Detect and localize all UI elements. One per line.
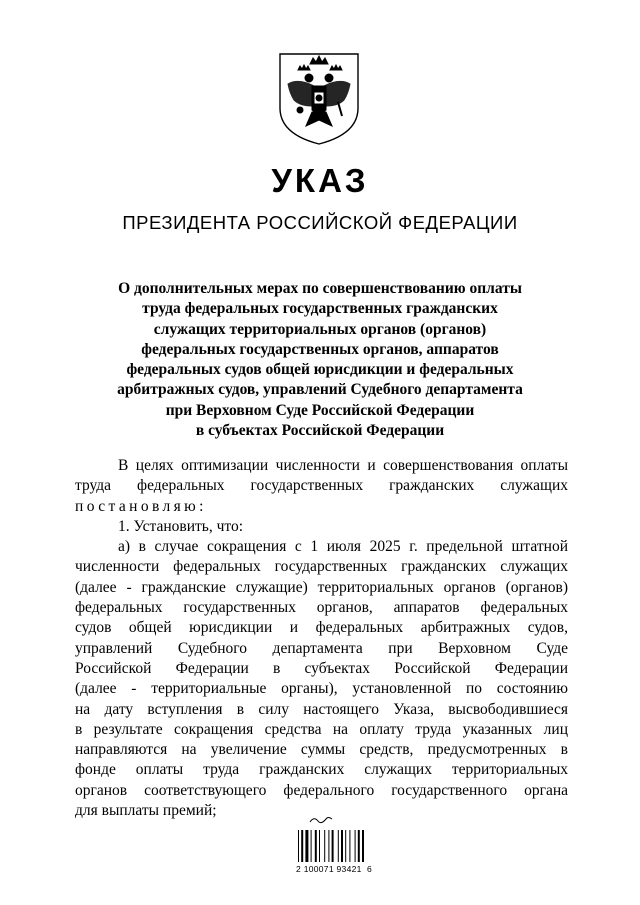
body-line: 1. Установить, что: [118, 517, 244, 535]
heading-line: труда федеральных государственных гражданских [142, 300, 498, 318]
barcode-bar [345, 830, 346, 862]
body-line: (далее - гражданские служащие) территориальных органов (органов) [75, 578, 568, 596]
barcode-bars [298, 830, 364, 862]
decree-issuer: ПРЕЗИДЕНТА РОССИЙСКОЙ ФЕДЕРАЦИИ [122, 212, 518, 233]
barcode-bar [362, 830, 364, 862]
decree-heading [60, 279, 580, 441]
barcode-bar [332, 830, 334, 862]
body-line: на дату вступления в силу настоящего Указа, высвободившиеся [75, 700, 568, 718]
barcode-bar [324, 830, 325, 862]
barcode-bar [298, 830, 299, 862]
body-line: в результате сокращения средства на оплату труда указанных лиц [75, 720, 568, 738]
heading-line: О дополнительных мерах по совершенствованию оплаты [118, 280, 522, 297]
body-line: Российской Федерации в субъектах Российской Федерации [75, 659, 568, 677]
barcode-number: 2 100071 93421 6 [296, 864, 373, 874]
barcode-bar [311, 830, 312, 862]
heading-line: федеральных судов общей юрисдикции и федеральных [126, 361, 514, 379]
barcode-bar [328, 830, 329, 862]
body-line: труда федеральных государственных гражданских служащих [75, 477, 568, 495]
barcode-bar [301, 830, 303, 862]
body-line: фонде оплаты труда гражданских служащих территориальных [75, 761, 568, 779]
body-line: органов соответствующего федерального государственного органа [75, 781, 568, 799]
barcode-graphic [296, 816, 382, 864]
body-line: федеральных государственных органов, аппаратов федеральных [75, 599, 568, 617]
body-line-postanovlyayu: постановляю: [75, 497, 207, 515]
handwritten-mark [310, 818, 332, 823]
heading-line: в субъектах Российской Федерации [195, 422, 445, 440]
coat-of-arms-emblem [276, 50, 362, 146]
decree-body [75, 456, 568, 821]
body-line: В целях оптимизации численности и совершенствования оплаты [118, 457, 568, 474]
heading-line: при Верховном Суде Российской Федерации [165, 401, 475, 419]
body-line: для выплаты премий; [75, 802, 217, 820]
body-line: (далее - территориальные органы), установленной по состоянию [75, 680, 568, 698]
body-line: судов общей юрисдикции и федеральных арбитражных судов, [75, 619, 568, 637]
barcode-bar [319, 830, 320, 862]
decree-title: УКАЗ [271, 162, 369, 199]
body-line: управлений Судебного департамента при Верховном Суде [75, 639, 568, 657]
barcode-bar [358, 830, 360, 862]
barcode-bar [349, 830, 350, 862]
barcode-bar [305, 830, 308, 862]
barcode-bar [315, 830, 317, 862]
body-line: численности федеральных государственных гражданских служащих [75, 558, 568, 576]
heading-line: федеральных государственных органов, аппаратов [141, 340, 499, 358]
body-line: а) в случае сокращения с 1 июля 2025 г. предельной штатной [118, 538, 568, 556]
barcode-bar [355, 830, 356, 862]
barcode-bar [338, 830, 339, 862]
heading-line: арбитражных судов, управлений Судебного департамента [117, 381, 523, 399]
barcode-bar [341, 830, 343, 862]
heading-line: служащих территориальных органов (органов) [153, 320, 487, 338]
body-line: направляются на увеличение суммы средств, предусмотренных в [75, 741, 568, 759]
